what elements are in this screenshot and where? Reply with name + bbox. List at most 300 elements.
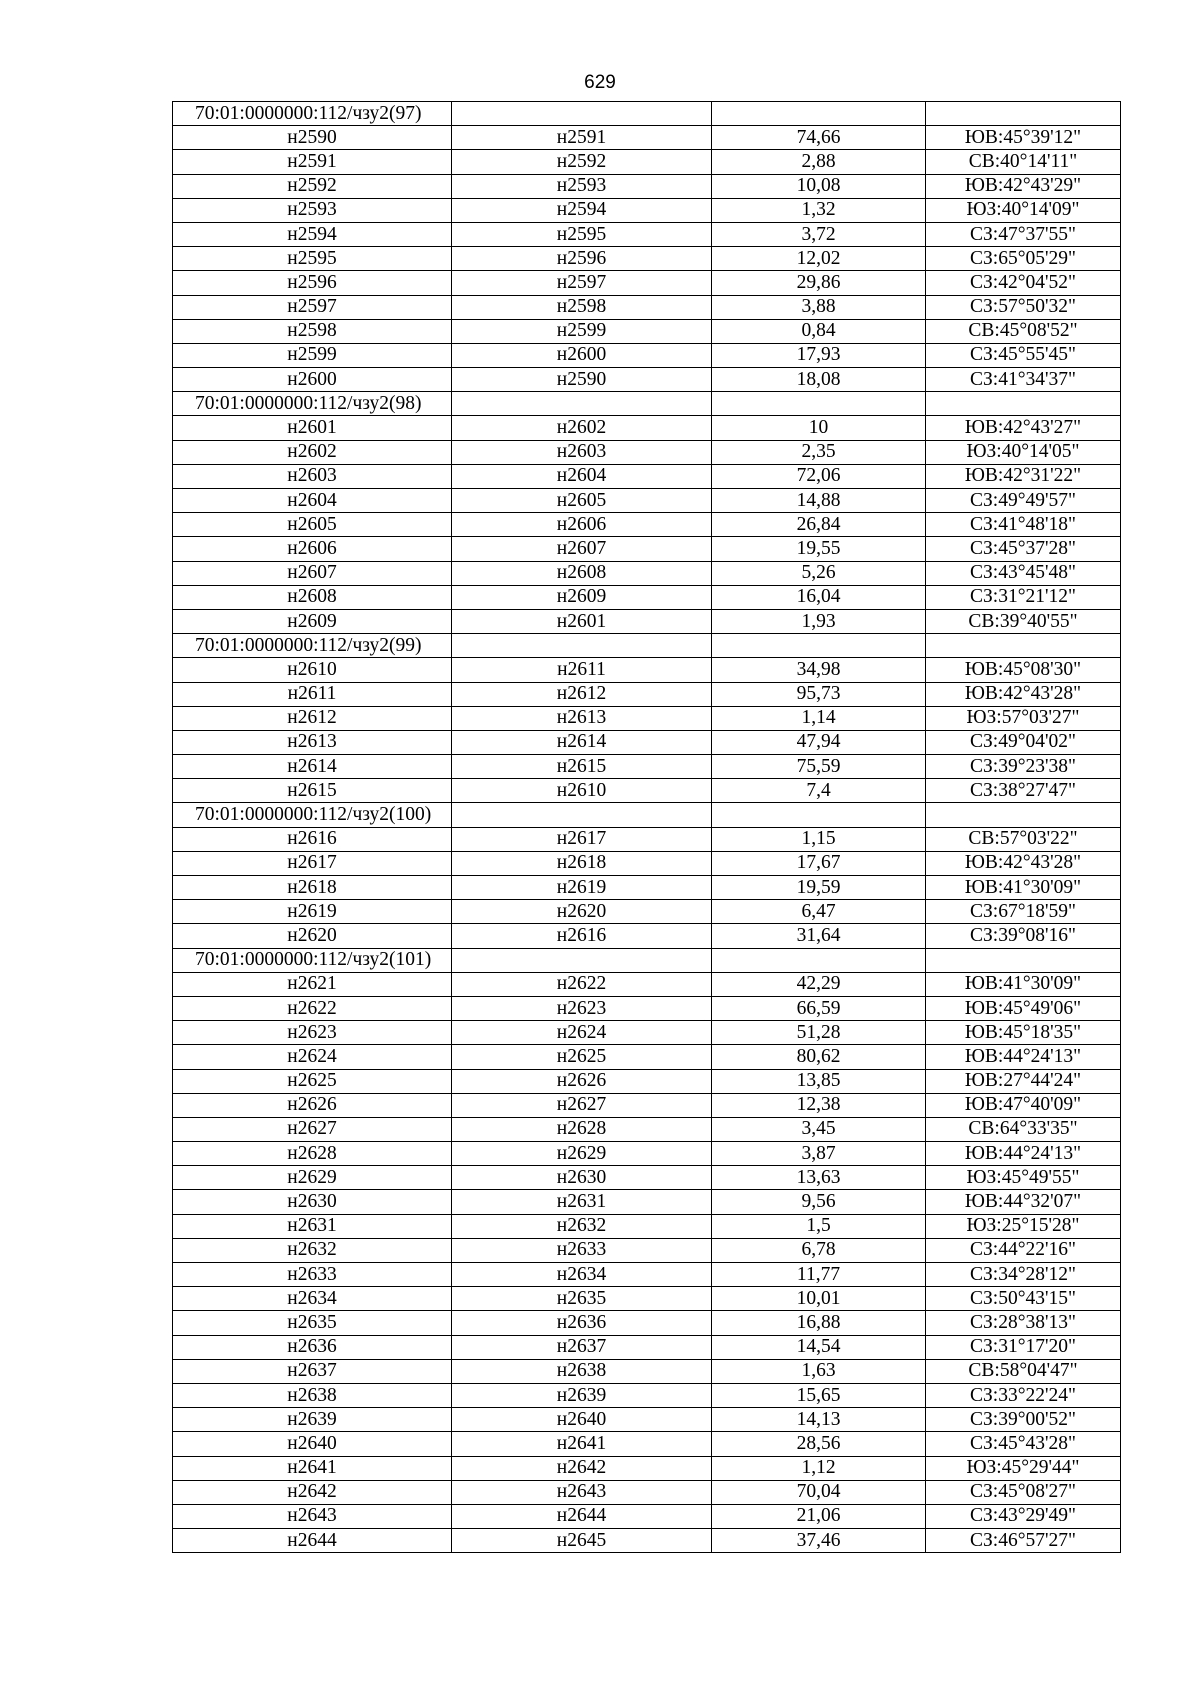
point-from-cell: н2630 bbox=[173, 1190, 452, 1214]
bearing-cell: ЮВ:42°43'28" bbox=[926, 682, 1121, 706]
point-to-cell: н2633 bbox=[452, 1238, 712, 1262]
table-row bbox=[173, 827, 1121, 851]
bearing-cell: СЗ:41°48'18" bbox=[926, 513, 1121, 537]
table-row bbox=[173, 996, 1121, 1020]
length-cell: 19,55 bbox=[712, 537, 926, 561]
table-row bbox=[173, 489, 1121, 513]
bearing-cell: ЮЗ:45°29'44" bbox=[926, 1456, 1121, 1480]
point-from-cell: н2613 bbox=[173, 730, 452, 754]
point-from-cell: н2597 bbox=[173, 295, 452, 319]
point-to-cell: н2592 bbox=[452, 150, 712, 174]
bearing-cell: СВ:45°08'52" bbox=[926, 319, 1121, 343]
point-to-cell: н2632 bbox=[452, 1214, 712, 1238]
length-cell: 80,62 bbox=[712, 1045, 926, 1069]
page-number: 629 bbox=[584, 72, 616, 93]
point-from-cell: н2610 bbox=[173, 658, 452, 682]
table-row bbox=[173, 561, 1121, 585]
parcel-id-cell: 70:01:0000000:112/чзу2(99) bbox=[173, 634, 452, 658]
length-cell: 42,29 bbox=[712, 972, 926, 996]
length-cell: 15,65 bbox=[712, 1383, 926, 1407]
length-cell: 1,15 bbox=[712, 827, 926, 851]
point-to-cell: н2623 bbox=[452, 996, 712, 1020]
point-to-cell: н2605 bbox=[452, 489, 712, 513]
point-to-cell: н2636 bbox=[452, 1311, 712, 1335]
length-cell: 66,59 bbox=[712, 996, 926, 1020]
point-to-cell: н2617 bbox=[452, 827, 712, 851]
empty-cell bbox=[926, 803, 1121, 827]
bearing-cell: СЗ:67°18'59" bbox=[926, 900, 1121, 924]
length-cell: 37,46 bbox=[712, 1529, 926, 1553]
point-from-cell: н2591 bbox=[173, 150, 452, 174]
length-cell: 17,67 bbox=[712, 851, 926, 875]
length-cell: 70,04 bbox=[712, 1480, 926, 1504]
point-to-cell: н2634 bbox=[452, 1263, 712, 1287]
point-from-cell: н2636 bbox=[173, 1335, 452, 1359]
bearing-cell: СВ:40°14'11" bbox=[926, 150, 1121, 174]
bearing-cell: ЮЗ:40°14'05" bbox=[926, 440, 1121, 464]
point-to-cell: н2626 bbox=[452, 1069, 712, 1093]
point-to-cell: н2603 bbox=[452, 440, 712, 464]
bearing-cell: СЗ:50°43'15" bbox=[926, 1287, 1121, 1311]
coordinates-table bbox=[172, 101, 1121, 1553]
point-from-cell: н2614 bbox=[173, 755, 452, 779]
point-to-cell: н2593 bbox=[452, 174, 712, 198]
table-row bbox=[173, 1045, 1121, 1069]
point-from-cell: н2611 bbox=[173, 682, 452, 706]
table-row bbox=[173, 851, 1121, 875]
point-from-cell: н2617 bbox=[173, 851, 452, 875]
point-to-cell: н2604 bbox=[452, 464, 712, 488]
parcel-id-cell: 70:01:0000000:112/чзу2(101) bbox=[173, 948, 452, 972]
table-row bbox=[173, 1456, 1121, 1480]
table-row bbox=[173, 368, 1121, 392]
point-from-cell: н2628 bbox=[173, 1142, 452, 1166]
length-cell: 7,4 bbox=[712, 779, 926, 803]
point-from-cell: н2641 bbox=[173, 1456, 452, 1480]
point-to-cell: н2608 bbox=[452, 561, 712, 585]
point-from-cell: н2604 bbox=[173, 489, 452, 513]
point-to-cell: н2611 bbox=[452, 658, 712, 682]
point-from-cell: н2616 bbox=[173, 827, 452, 851]
point-from-cell: н2626 bbox=[173, 1093, 452, 1117]
table-row bbox=[173, 706, 1121, 730]
empty-cell bbox=[926, 102, 1121, 126]
point-to-cell: н2590 bbox=[452, 368, 712, 392]
point-to-cell: н2639 bbox=[452, 1383, 712, 1407]
table-row bbox=[173, 1335, 1121, 1359]
bearing-cell: ЮВ:44°24'13" bbox=[926, 1142, 1121, 1166]
bearing-cell: СЗ:28°38'13" bbox=[926, 1311, 1121, 1335]
point-to-cell: н2643 bbox=[452, 1480, 712, 1504]
table-row bbox=[173, 1117, 1121, 1141]
point-to-cell: н2630 bbox=[452, 1166, 712, 1190]
point-from-cell: н2615 bbox=[173, 779, 452, 803]
point-from-cell: н2598 bbox=[173, 319, 452, 343]
point-to-cell: н2597 bbox=[452, 271, 712, 295]
length-cell: 75,59 bbox=[712, 755, 926, 779]
point-to-cell: н2645 bbox=[452, 1529, 712, 1553]
table-row bbox=[173, 1359, 1121, 1383]
length-cell: 13,85 bbox=[712, 1069, 926, 1093]
bearing-cell: СЗ:45°37'28" bbox=[926, 537, 1121, 561]
point-from-cell: н2606 bbox=[173, 537, 452, 561]
length-cell: 11,77 bbox=[712, 1263, 926, 1287]
table-row bbox=[173, 1069, 1121, 1093]
length-cell: 26,84 bbox=[712, 513, 926, 537]
bearing-cell: СЗ:39°23'38" bbox=[926, 755, 1121, 779]
table-row bbox=[173, 1504, 1121, 1528]
length-cell: 19,59 bbox=[712, 876, 926, 900]
bearing-cell: СЗ:47°37'55" bbox=[926, 222, 1121, 246]
bearing-cell: СЗ:45°08'27" bbox=[926, 1480, 1121, 1504]
bearing-cell: СЗ:49°04'02" bbox=[926, 730, 1121, 754]
point-to-cell: н2640 bbox=[452, 1408, 712, 1432]
bearing-cell: ЮЗ:25°15'28" bbox=[926, 1214, 1121, 1238]
length-cell: 16,04 bbox=[712, 585, 926, 609]
table-row bbox=[173, 126, 1121, 150]
length-cell: 34,98 bbox=[712, 658, 926, 682]
table-row bbox=[173, 585, 1121, 609]
length-cell: 12,38 bbox=[712, 1093, 926, 1117]
point-from-cell: н2631 bbox=[173, 1214, 452, 1238]
point-from-cell: н2596 bbox=[173, 271, 452, 295]
group-header-row bbox=[173, 634, 1121, 658]
point-to-cell: н2625 bbox=[452, 1045, 712, 1069]
table-row bbox=[173, 343, 1121, 367]
table-row bbox=[173, 537, 1121, 561]
bearing-cell: ЮВ:42°31'22" bbox=[926, 464, 1121, 488]
table-row bbox=[173, 1432, 1121, 1456]
length-cell: 29,86 bbox=[712, 271, 926, 295]
table-row bbox=[173, 1166, 1121, 1190]
bearing-cell: СВ:64°33'35" bbox=[926, 1117, 1121, 1141]
point-to-cell: н2602 bbox=[452, 416, 712, 440]
empty-cell bbox=[452, 102, 712, 126]
table-row bbox=[173, 1408, 1121, 1432]
bearing-cell: ЮЗ:40°14'09" bbox=[926, 198, 1121, 222]
point-to-cell: н2606 bbox=[452, 513, 712, 537]
table-row bbox=[173, 924, 1121, 948]
length-cell: 17,93 bbox=[712, 343, 926, 367]
table-row bbox=[173, 609, 1121, 633]
empty-cell bbox=[452, 392, 712, 416]
bearing-cell: СЗ:41°34'37" bbox=[926, 368, 1121, 392]
length-cell: 10,01 bbox=[712, 1287, 926, 1311]
point-to-cell: н2624 bbox=[452, 1021, 712, 1045]
point-from-cell: н2639 bbox=[173, 1408, 452, 1432]
table-row bbox=[173, 755, 1121, 779]
point-to-cell: н2598 bbox=[452, 295, 712, 319]
point-to-cell: н2599 bbox=[452, 319, 712, 343]
point-to-cell: н2616 bbox=[452, 924, 712, 948]
bearing-cell: СЗ:33°22'24" bbox=[926, 1383, 1121, 1407]
length-cell: 10,08 bbox=[712, 174, 926, 198]
length-cell: 74,66 bbox=[712, 126, 926, 150]
bearing-cell: СЗ:46°57'27" bbox=[926, 1529, 1121, 1553]
group-header-row bbox=[173, 803, 1121, 827]
table-row bbox=[173, 1093, 1121, 1117]
point-from-cell: н2590 bbox=[173, 126, 452, 150]
length-cell: 1,5 bbox=[712, 1214, 926, 1238]
length-cell: 3,45 bbox=[712, 1117, 926, 1141]
length-cell: 3,72 bbox=[712, 222, 926, 246]
length-cell: 5,26 bbox=[712, 561, 926, 585]
length-cell: 1,93 bbox=[712, 609, 926, 633]
bearing-cell: СЗ:31°17'20" bbox=[926, 1335, 1121, 1359]
point-from-cell: н2608 bbox=[173, 585, 452, 609]
point-from-cell: н2594 bbox=[173, 222, 452, 246]
table-row bbox=[173, 730, 1121, 754]
point-from-cell: н2621 bbox=[173, 972, 452, 996]
table-row bbox=[173, 247, 1121, 271]
table-row bbox=[173, 779, 1121, 803]
length-cell: 1,12 bbox=[712, 1456, 926, 1480]
bearing-cell: СЗ:39°00'52" bbox=[926, 1408, 1121, 1432]
table-row bbox=[173, 1190, 1121, 1214]
bearing-cell: СЗ:42°04'52" bbox=[926, 271, 1121, 295]
table-row bbox=[173, 1480, 1121, 1504]
length-cell: 2,88 bbox=[712, 150, 926, 174]
group-header-row bbox=[173, 102, 1121, 126]
point-from-cell: н2643 bbox=[173, 1504, 452, 1528]
empty-cell bbox=[712, 392, 926, 416]
empty-cell bbox=[712, 803, 926, 827]
empty-cell bbox=[452, 948, 712, 972]
table-row bbox=[173, 1383, 1121, 1407]
table-row bbox=[173, 440, 1121, 464]
point-to-cell: н2594 bbox=[452, 198, 712, 222]
length-cell: 16,88 bbox=[712, 1311, 926, 1335]
bearing-cell: ЮВ:45°18'35" bbox=[926, 1021, 1121, 1045]
table-row bbox=[173, 658, 1121, 682]
table-row bbox=[173, 271, 1121, 295]
length-cell: 21,06 bbox=[712, 1504, 926, 1528]
point-to-cell: н2618 bbox=[452, 851, 712, 875]
bearing-cell: СЗ:45°55'45" bbox=[926, 343, 1121, 367]
table-row bbox=[173, 1142, 1121, 1166]
bearing-cell: ЮЗ:45°49'55" bbox=[926, 1166, 1121, 1190]
point-from-cell: н2602 bbox=[173, 440, 452, 464]
bearing-cell: СЗ:44°22'16" bbox=[926, 1238, 1121, 1262]
group-header-row bbox=[173, 948, 1121, 972]
point-to-cell: н2627 bbox=[452, 1093, 712, 1117]
point-from-cell: н2593 bbox=[173, 198, 452, 222]
bearing-cell: СВ:57°03'22" bbox=[926, 827, 1121, 851]
point-to-cell: н2642 bbox=[452, 1456, 712, 1480]
point-to-cell: н2629 bbox=[452, 1142, 712, 1166]
point-from-cell: н2637 bbox=[173, 1359, 452, 1383]
point-from-cell: н2638 bbox=[173, 1383, 452, 1407]
point-from-cell: н2644 bbox=[173, 1529, 452, 1553]
point-to-cell: н2609 bbox=[452, 585, 712, 609]
table-row bbox=[173, 464, 1121, 488]
table-row bbox=[173, 319, 1121, 343]
point-from-cell: н2612 bbox=[173, 706, 452, 730]
length-cell: 14,54 bbox=[712, 1335, 926, 1359]
length-cell: 18,08 bbox=[712, 368, 926, 392]
empty-cell bbox=[452, 634, 712, 658]
table-row bbox=[173, 1238, 1121, 1262]
point-from-cell: н2635 bbox=[173, 1311, 452, 1335]
length-cell: 6,78 bbox=[712, 1238, 926, 1262]
length-cell: 3,88 bbox=[712, 295, 926, 319]
empty-cell bbox=[712, 634, 926, 658]
point-to-cell: н2615 bbox=[452, 755, 712, 779]
point-to-cell: н2614 bbox=[452, 730, 712, 754]
length-cell: 14,13 bbox=[712, 1408, 926, 1432]
bearing-cell: ЮВ:47°40'09" bbox=[926, 1093, 1121, 1117]
bearing-cell: ЮВ:41°30'09" bbox=[926, 972, 1121, 996]
point-to-cell: н2644 bbox=[452, 1504, 712, 1528]
table-row bbox=[173, 1021, 1121, 1045]
point-from-cell: н2623 bbox=[173, 1021, 452, 1045]
bearing-cell: СЗ:43°45'48" bbox=[926, 561, 1121, 585]
point-from-cell: н2619 bbox=[173, 900, 452, 924]
table-row bbox=[173, 150, 1121, 174]
parcel-id-cell: 70:01:0000000:112/чзу2(97) bbox=[173, 102, 452, 126]
point-from-cell: н2627 bbox=[173, 1117, 452, 1141]
length-cell: 0,84 bbox=[712, 319, 926, 343]
point-to-cell: н2638 bbox=[452, 1359, 712, 1383]
point-from-cell: н2624 bbox=[173, 1045, 452, 1069]
point-from-cell: н2607 bbox=[173, 561, 452, 585]
bearing-cell: СЗ:31°21'12" bbox=[926, 585, 1121, 609]
point-to-cell: н2622 bbox=[452, 972, 712, 996]
point-to-cell: н2601 bbox=[452, 609, 712, 633]
table-row bbox=[173, 513, 1121, 537]
point-to-cell: н2600 bbox=[452, 343, 712, 367]
table-row bbox=[173, 1263, 1121, 1287]
table-row bbox=[173, 222, 1121, 246]
point-from-cell: н2601 bbox=[173, 416, 452, 440]
bearing-cell: СЗ:49°49'57" bbox=[926, 489, 1121, 513]
point-from-cell: н2642 bbox=[173, 1480, 452, 1504]
bearing-cell: ЮВ:45°39'12" bbox=[926, 126, 1121, 150]
table-row bbox=[173, 1214, 1121, 1238]
table-row bbox=[173, 198, 1121, 222]
point-to-cell: н2612 bbox=[452, 682, 712, 706]
bearing-cell: СЗ:65°05'29" bbox=[926, 247, 1121, 271]
bearing-cell: СЗ:34°28'12" bbox=[926, 1263, 1121, 1287]
point-to-cell: н2610 bbox=[452, 779, 712, 803]
point-from-cell: н2599 bbox=[173, 343, 452, 367]
bearing-cell: СЗ:39°08'16" bbox=[926, 924, 1121, 948]
empty-cell bbox=[926, 948, 1121, 972]
length-cell: 12,02 bbox=[712, 247, 926, 271]
group-header-row bbox=[173, 392, 1121, 416]
point-from-cell: н2633 bbox=[173, 1263, 452, 1287]
table-row bbox=[173, 416, 1121, 440]
point-from-cell: н2605 bbox=[173, 513, 452, 537]
bearing-cell: СЗ:38°27'47" bbox=[926, 779, 1121, 803]
length-cell: 72,06 bbox=[712, 464, 926, 488]
point-to-cell: н2591 bbox=[452, 126, 712, 150]
bearing-cell: ЮВ:44°24'13" bbox=[926, 1045, 1121, 1069]
point-from-cell: н2622 bbox=[173, 996, 452, 1020]
bearing-cell: СЗ:57°50'32" bbox=[926, 295, 1121, 319]
bearing-cell: ЮВ:42°43'29" bbox=[926, 174, 1121, 198]
bearing-cell: ЮВ:45°49'06" bbox=[926, 996, 1121, 1020]
length-cell: 14,88 bbox=[712, 489, 926, 513]
point-from-cell: н2609 bbox=[173, 609, 452, 633]
point-from-cell: н2600 bbox=[173, 368, 452, 392]
point-to-cell: н2607 bbox=[452, 537, 712, 561]
length-cell: 95,73 bbox=[712, 682, 926, 706]
empty-cell bbox=[712, 948, 926, 972]
point-to-cell: н2637 bbox=[452, 1335, 712, 1359]
point-from-cell: н2629 bbox=[173, 1166, 452, 1190]
point-from-cell: н2632 bbox=[173, 1238, 452, 1262]
bearing-cell: ЮВ:42°43'27" bbox=[926, 416, 1121, 440]
length-cell: 3,87 bbox=[712, 1142, 926, 1166]
empty-cell bbox=[926, 634, 1121, 658]
point-to-cell: н2635 bbox=[452, 1287, 712, 1311]
point-from-cell: н2618 bbox=[173, 876, 452, 900]
bearing-cell: ЮВ:27°44'24" bbox=[926, 1069, 1121, 1093]
point-from-cell: н2625 bbox=[173, 1069, 452, 1093]
empty-cell bbox=[712, 102, 926, 126]
length-cell: 13,63 bbox=[712, 1166, 926, 1190]
point-from-cell: н2634 bbox=[173, 1287, 452, 1311]
table-row bbox=[173, 876, 1121, 900]
length-cell: 1,32 bbox=[712, 198, 926, 222]
length-cell: 31,64 bbox=[712, 924, 926, 948]
empty-cell bbox=[452, 803, 712, 827]
table-row bbox=[173, 682, 1121, 706]
point-to-cell: н2595 bbox=[452, 222, 712, 246]
bearing-cell: ЮЗ:57°03'27" bbox=[926, 706, 1121, 730]
table-row bbox=[173, 900, 1121, 924]
table-row bbox=[173, 972, 1121, 996]
bearing-cell: ЮВ:44°32'07" bbox=[926, 1190, 1121, 1214]
bearing-cell: СВ:39°40'55" bbox=[926, 609, 1121, 633]
parcel-id-cell: 70:01:0000000:112/чзу2(98) bbox=[173, 392, 452, 416]
length-cell: 51,28 bbox=[712, 1021, 926, 1045]
point-to-cell: н2619 bbox=[452, 876, 712, 900]
length-cell: 1,14 bbox=[712, 706, 926, 730]
point-to-cell: н2631 bbox=[452, 1190, 712, 1214]
point-to-cell: н2628 bbox=[452, 1117, 712, 1141]
point-from-cell: н2620 bbox=[173, 924, 452, 948]
table-row bbox=[173, 1311, 1121, 1335]
bearing-cell: ЮВ:45°08'30" bbox=[926, 658, 1121, 682]
bearing-cell: СЗ:45°43'28" bbox=[926, 1432, 1121, 1456]
point-to-cell: н2620 bbox=[452, 900, 712, 924]
length-cell: 28,56 bbox=[712, 1432, 926, 1456]
bearing-cell: ЮВ:41°30'09" bbox=[926, 876, 1121, 900]
parcel-id-cell: 70:01:0000000:112/чзу2(100) bbox=[173, 803, 452, 827]
coordinates-table-body bbox=[173, 102, 1121, 1553]
table-row bbox=[173, 174, 1121, 198]
length-cell: 10 bbox=[712, 416, 926, 440]
point-from-cell: н2603 bbox=[173, 464, 452, 488]
bearing-cell: СЗ:43°29'49" bbox=[926, 1504, 1121, 1528]
bearing-cell: ЮВ:42°43'28" bbox=[926, 851, 1121, 875]
table-row bbox=[173, 295, 1121, 319]
point-to-cell: н2641 bbox=[452, 1432, 712, 1456]
length-cell: 1,63 bbox=[712, 1359, 926, 1383]
bearing-cell: СВ:58°04'47" bbox=[926, 1359, 1121, 1383]
table-row bbox=[173, 1529, 1121, 1553]
point-to-cell: н2613 bbox=[452, 706, 712, 730]
point-to-cell: н2596 bbox=[452, 247, 712, 271]
length-cell: 6,47 bbox=[712, 900, 926, 924]
empty-cell bbox=[926, 392, 1121, 416]
length-cell: 2,35 bbox=[712, 440, 926, 464]
length-cell: 9,56 bbox=[712, 1190, 926, 1214]
point-from-cell: н2640 bbox=[173, 1432, 452, 1456]
point-from-cell: н2592 bbox=[173, 174, 452, 198]
